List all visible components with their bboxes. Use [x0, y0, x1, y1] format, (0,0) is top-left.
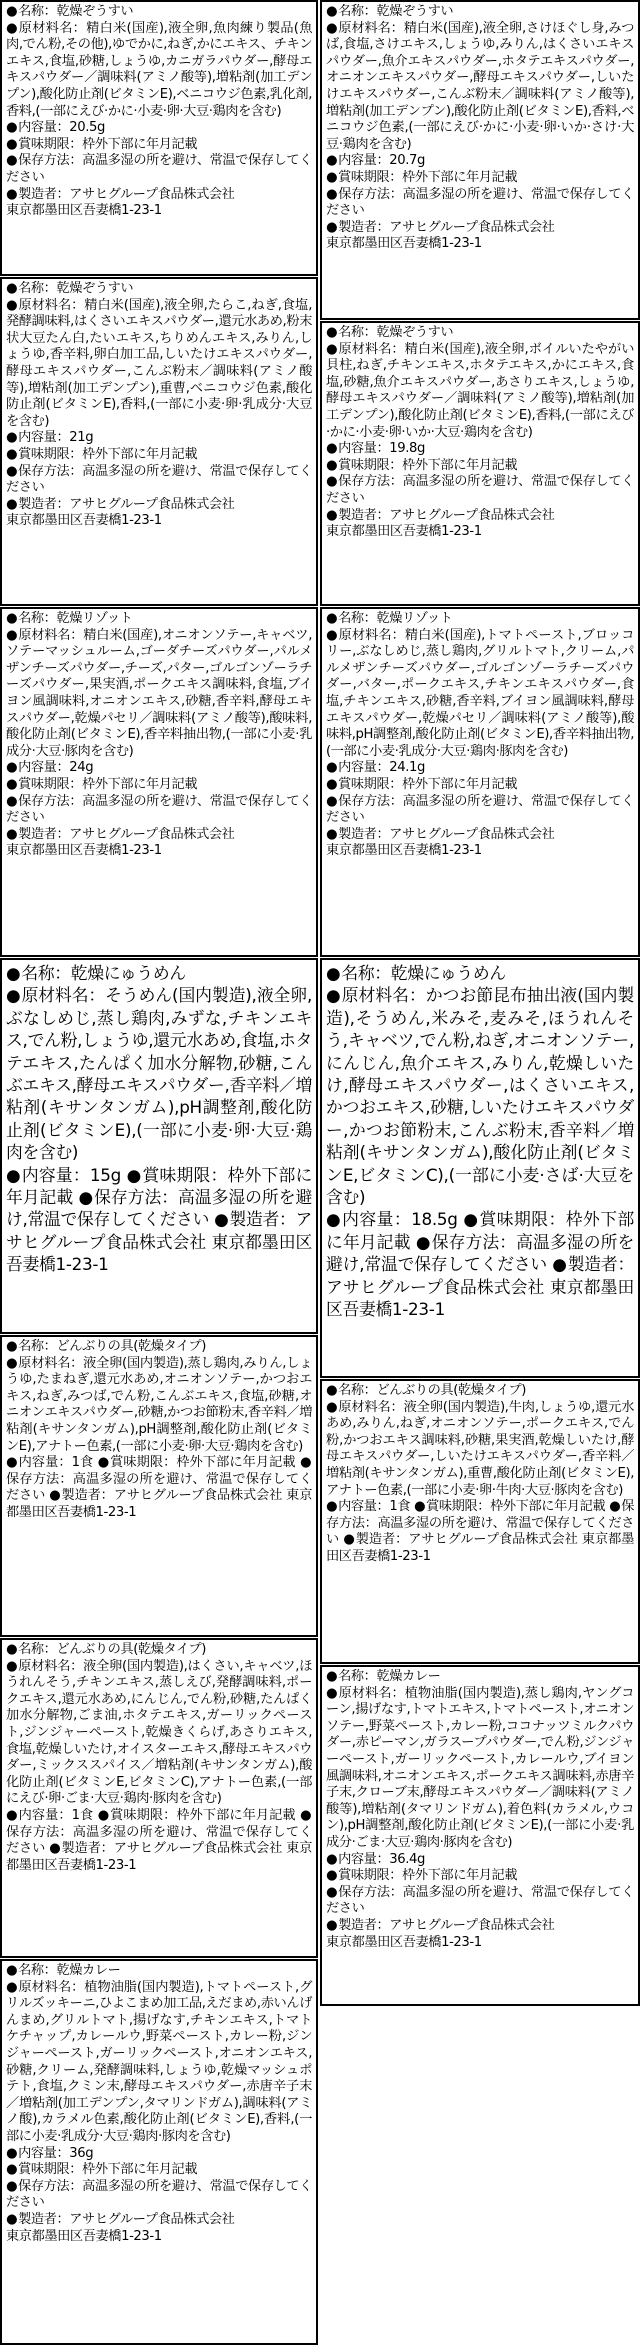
maker-address: 東京都墨田区吾妻橋1-23-1	[326, 236, 482, 252]
bullet-icon: ●	[326, 341, 338, 357]
labels-maker-label: 製造者：	[338, 507, 390, 523]
storage-text: 高温多湿の所を避け、常温で保存してください	[326, 793, 634, 826]
ingredients-text: 液全卵(国内製造),はくさい,キャベツ,ほうれんそう,チキンエキス,蒸しえび,発酵調味料,ポークエキス,還元水あめ,にんじん,でん粉,砂糖,たんぱく加水分解物,ごま油,ホタテエキス,ガーリックペースト,ジンジャーペースト,乾燥きくらげ,あさりエキス,食塩,乾燥しいたけ,オイスターエキス,酵母エキスパウダー,ミックススパイス／増粘剤(キサンタンガム),酸化防止剤(ビタミンE,ビタミンC),アナトー色素,(一部にえび·卵·ごま·大豆·鶏肉·豚肉を含む)	[6, 1658, 313, 1807]
label-panel-nyumen-2	[320, 958, 640, 1378]
storage-text: 高温多湿の所を避け、常温で保存してください	[326, 474, 634, 506]
contents-value: 20.5g	[69, 120, 105, 136]
labels-best-before-label: 賞味期限：	[426, 1499, 491, 1515]
storage-text: 高温多湿の所を避け、常温で保存してください	[6, 1471, 312, 1504]
labels-contents-label: 内容量：	[342, 1209, 412, 1230]
bullet-icon: ●	[326, 20, 338, 36]
product-name: 乾燥ぞうすい	[56, 4, 134, 19]
labels-maker-label: 製造者：	[567, 1254, 634, 1275]
contents-value: 15g	[89, 1164, 122, 1185]
best-before-text: 枠外下部に年月記載	[6, 1164, 312, 1208]
label-panel-risotto-1	[0, 607, 318, 957]
label-panel-curry-1	[320, 1665, 640, 2006]
labels-contents-label: 内容量：	[338, 153, 390, 169]
maker-address: 東京都墨田区吾妻橋1-23-1	[6, 203, 162, 219]
product-name: 乾燥カレー	[56, 1963, 121, 1978]
labels-storage-label: 保存方法：	[338, 186, 403, 202]
labels-maker-label: 製造者：	[61, 1841, 114, 1857]
bullet-icon: ●	[6, 2211, 18, 2227]
bullet-icon: ●	[6, 186, 18, 202]
bullet-icon: ●	[126, 1164, 142, 1185]
best-before-text: 枠外下部に年月記載	[402, 776, 518, 792]
maker-name: アサヒグループ食品株式会社	[69, 2211, 235, 2227]
labels-ingredients-label: 原材料名：	[338, 20, 404, 36]
bullet-icon: ●	[6, 463, 18, 479]
bullet-icon: ●	[49, 1488, 61, 1504]
bullet-icon: ●	[6, 2145, 18, 2161]
bullet-icon: ●	[6, 627, 18, 643]
best-before-text: 枠外下部に年月記載	[82, 446, 198, 462]
label-panel-curry-2	[0, 1959, 318, 2345]
bullet-icon: ●	[6, 120, 18, 136]
bullet-icon: ●	[326, 826, 338, 842]
product-name: 乾燥カレー	[376, 1669, 441, 1684]
labels-ingredients-label: 原材料名：	[338, 1399, 404, 1415]
bullet-icon: ●	[326, 1209, 342, 1230]
product-name: 乾燥にゅうめん	[70, 963, 186, 983]
maker-address: 東京都墨田区吾妻橋1-23-1	[326, 1276, 634, 1320]
labels-name-label: 名称：	[18, 281, 57, 296]
bullet-icon: ●	[326, 627, 338, 643]
labels-contents-label: 内容量：	[338, 1499, 390, 1515]
label-panel-donburi-3	[0, 1638, 318, 1958]
ingredients-text: 液全卵(国内製造),牛肉,しょうゆ,還元水あめ,みりん,ねぎ,オニオンソテー,ポークエキス,でん粉,かつおエキス調味料,砂糖,果実酒,乾燥しいたけ,酵母エキスパウダー,しいたけエキスパウダー,香辛料／増粘剤(キサンタンガム),重曹,酸化防止剤(ビタミンE),アナトー色素,(一部に小麦·卵·牛肉·大豆·豚肉を含む)	[326, 1399, 635, 1498]
maker-name: アサヒグループ食品株式会社	[389, 507, 555, 523]
bullet-icon: ●	[326, 4, 338, 19]
best-before-text: 枠外下部に年月記載	[326, 1209, 634, 1252]
bullet-icon: ●	[609, 1499, 621, 1515]
bullet-icon: ●	[97, 1807, 110, 1823]
bullet-icon: ●	[6, 776, 18, 792]
labels-maker-label: 製造者：	[18, 496, 70, 512]
ingredients-text: 精白米(国産),液全卵,魚肉練り製品(魚肉,でん粉,その他),ゆでかに,ねぎ,かにエキス、チキンエキス,食塩,砂糖,しょうゆ,カニガラパウダー,酵母エキスパウダー／調味料(アミノ酸等),増粘剤(加工デンプン),酸化防止剤(ビタミンE),ベニコウジ色素,乳化剤,香料,(一部にえび·かに·小麦·卵·大豆·鶏肉を含む)	[6, 20, 313, 119]
label-panel-donburi-2	[320, 1379, 640, 1664]
labels-best-before-label: 賞味期限：	[338, 457, 403, 473]
label-panel-donburi-1	[0, 1335, 318, 1637]
labels-ingredients-label: 原材料名：	[341, 985, 426, 1006]
maker-address: 東京都墨田区吾妻橋1-23-1	[326, 843, 482, 859]
contents-value: 24g	[69, 760, 94, 776]
labels-name-label: 名称：	[18, 1642, 57, 1657]
labels-name-label: 名称：	[18, 1339, 57, 1354]
maker-name: アサヒグループ食品株式会社	[113, 1488, 283, 1504]
labels-ingredients-label: 原材料名：	[18, 297, 85, 313]
ingredients-text: 精白米(国産),液全卵,ボイルいたやがい貝柱,ねぎ,チキンエキス,ホタテエキス,かにエキス,食塩,砂糖,魚介エキスパウダー,あさりエキス,しょうゆ,酵母エキスパウダー／調味料(アミノ酸等),増粘剤(加工デンプン),酸化防止剤(ビタミンE),香料,(一部にえび·かに·小麦·卵·いか·大豆·鶏肉を含む)	[326, 341, 634, 440]
ingredients-text: 精白米(国産),液全卵,さけほぐし身,みつば,食塩,さけエキス,しょうゆ,みりん,はくさいエキスパウダー,魚介エキスパウダー,ホタテエキスパウダー,オニオンエキスパウダー,酵母エキスパウダー,しいたけエキスパウダー,こんぶ粉末／調味料(アミノ酸等),増粘剤(加工デンプン),酸化防止剤(ビタミンE),香料,ベニコウジ色素,(一部にえび·かに·小麦·卵·いか·さけ·大豆·鶏肉を含む)	[326, 20, 635, 152]
labels-best-before-label: 賞味期限：	[338, 169, 403, 185]
bullet-icon: ●	[326, 219, 338, 235]
labels-contents-label: 内容量：	[18, 1455, 72, 1471]
contents-value: 24.1g	[389, 760, 425, 776]
labels-name-label: 名称：	[338, 325, 377, 340]
maker-address: 東京都墨田区吾妻橋1-23-1	[6, 1841, 312, 1873]
bullet-icon: ●	[326, 1685, 338, 1701]
product-name: 乾燥リゾット	[56, 611, 133, 626]
maker-name: アサヒグループ食品株式会社	[69, 186, 235, 202]
bullet-icon: ●	[326, 793, 338, 809]
storage-text: 高温多湿の所を避け、常温で保存してください	[6, 153, 313, 185]
labels-ingredients-label: 原材料名：	[18, 1658, 84, 1674]
labels-ingredients-label: 原材料名：	[21, 985, 106, 1006]
maker-address: 東京都墨田区吾妻橋1-23-1	[326, 1532, 635, 1564]
storage-text: 高温多湿の所を避け、常温で保存してください	[6, 793, 313, 826]
bullet-icon: ●	[6, 1807, 18, 1823]
labels-name-label: 名称：	[18, 4, 57, 19]
ingredients-text: 液全卵(国内製造),蒸し鶏肉,みりん,しょうゆ,たまねぎ,還元水あめ,オニオンソテー,かつおエキス,ねぎ,みつば,でん粉,こんぶエキス,食塩,砂糖,オニオンエキスパウダー,砂糖,かつお節粉末,香辛料／増粘剤(キサンタンガム),pH調整剤,酸化防止剤(ビタミンE),アナトー色素,(一部に小麦·卵·大豆·鶏肉を含む)	[6, 1355, 313, 1454]
bullet-icon: ●	[6, 496, 18, 512]
maker-address: 東京都墨田区吾妻橋1-23-1	[326, 1934, 482, 1950]
product-name: 乾燥リゾット	[376, 611, 453, 626]
bullet-icon: ●	[6, 1355, 18, 1371]
bullet-icon: ●	[326, 441, 338, 457]
product-name: どんぶりの具(乾燥タイプ)	[376, 1383, 526, 1398]
contents-value: 20.7g	[389, 153, 425, 169]
bullet-icon: ●	[6, 153, 18, 169]
best-before-text: 枠外下部に年月記載	[490, 1499, 606, 1515]
bullet-icon: ●	[6, 793, 18, 809]
maker-name: アサヒグループ食品株式会社	[69, 826, 235, 842]
contents-value: 36g	[69, 2145, 94, 2161]
labels-ingredients-label: 原材料名：	[338, 627, 405, 643]
maker-name: アサヒグループ食品株式会社	[389, 219, 555, 235]
labels-storage-label: 保存方法：	[338, 1884, 403, 1900]
labels-best-before-label: 賞味期限：	[479, 1209, 566, 1230]
labels-contents-label: 内容量：	[18, 760, 70, 776]
bullet-icon: ●	[326, 153, 338, 169]
labels-storage-label: 保存方法：	[326, 1499, 635, 1531]
bullet-icon: ●	[6, 1455, 18, 1471]
bullet-icon: ●	[97, 1455, 110, 1471]
labels-maker-label: 製造者：	[229, 1209, 296, 1230]
bullet-icon: ●	[6, 2162, 18, 2178]
labels-best-before-label: 賞味期限：	[142, 1164, 228, 1185]
ingredients-text: 精白米(国産),トマトペースト,ブロッコリー,ぶなしめじ,蒸し鶏肉,グリルトマト,クリーム,パルメザンチーズパウダー,ゴルゴンゾーラチーズパウダー,バター,ポークエキス,チキンエキスパウダー,食塩,チキンエキス,砂糖,香辛料,ブイヨン風調味料,酵母エキスパウダー,乾燥パセリ／調味料(アミノ酸等),酸味料,pH調整剤,酸化防止剤(ビタミンE),香辛料抽出物,(一部に小麦·乳成分·大豆·鶏肉·豚肉を含む)	[326, 627, 635, 759]
labels-best-before-label: 賞味期限：	[110, 1455, 177, 1471]
storage-text: 高温多湿の所を避け,常温で保存してください	[6, 1187, 312, 1230]
bullet-icon: ●	[6, 1979, 18, 1995]
bullet-icon: ●	[6, 446, 18, 462]
labels-maker-label: 製造者：	[338, 1917, 390, 1933]
bullet-icon: ●	[326, 169, 338, 185]
labels-contents-label: 内容量：	[21, 1164, 90, 1185]
labels-name-label: 名称：	[18, 1963, 57, 1978]
maker-address: 東京都墨田区吾妻橋1-23-1	[326, 524, 482, 540]
labels-storage-label: 保存方法：	[94, 1187, 179, 1208]
bullet-icon: ●	[6, 20, 18, 36]
bullet-icon: ●	[6, 136, 18, 152]
maker-address: 東京都墨田区吾妻橋1-23-1	[6, 1488, 312, 1520]
ingredients-text: 精白米(国産),液全卵,たらこ,ねぎ,食塩,発酵調味料,はくさいエキスパウダー,還元水あめ,粉末状大豆たん白,たいエキス,ちりめんエキス,みりん,しょうゆ,香辛料,卵白加工品,しいたけエキスパウダー,酵母エキスパウダー,こんぶ粉末／調味料(アミノ酸等),増粘剤(加工デンプン),重曹,ベニコウジ色素,酸化防止剤(ビタミンE),香料,(一部に小麦·卵·乳成分·大豆を含む)	[6, 297, 313, 429]
bullet-icon: ●	[299, 1807, 312, 1823]
bullet-icon: ●	[326, 1399, 338, 1415]
bullet-icon: ●	[6, 985, 21, 1006]
bullet-icon: ●	[552, 1254, 567, 1275]
bullet-icon: ●	[326, 776, 338, 792]
bullet-icon: ●	[6, 826, 18, 842]
product-name: 乾燥ぞうすい	[56, 281, 134, 296]
labels-maker-label: 製造者：	[18, 186, 70, 202]
maker-address: 東京都墨田区吾妻橋1-23-1	[6, 2228, 162, 2244]
bullet-icon: ●	[326, 1851, 338, 1867]
best-before-text: 枠外下部に年月記載	[402, 169, 518, 185]
labels-storage-label: 保存方法：	[6, 1824, 73, 1840]
bullet-icon: ●	[326, 963, 341, 983]
label-panel-zousui-4	[320, 321, 640, 606]
labels-ingredients-label: 原材料名：	[18, 20, 87, 36]
labels-name-label: 名称：	[338, 4, 377, 19]
best-before-text: 枠外下部に年月記載	[176, 1455, 296, 1471]
bullet-icon: ●	[6, 1339, 18, 1354]
bullet-icon: ●	[326, 611, 338, 626]
bullet-icon: ●	[214, 1209, 229, 1230]
bullet-icon: ●	[6, 2178, 18, 2194]
labels-maker-label: 製造者：	[338, 219, 390, 235]
bullet-icon: ●	[6, 1164, 21, 1185]
product-name: 乾燥ぞうすい	[376, 4, 454, 19]
labels-name-label: 名称：	[338, 1383, 377, 1398]
bullet-icon: ●	[343, 1532, 355, 1548]
contents-value: 1食	[71, 1455, 94, 1471]
labels-name-label: 名称：	[338, 1669, 377, 1684]
labels-name-label: 名称：	[21, 963, 71, 983]
bullet-icon: ●	[326, 325, 338, 340]
bullet-icon: ●	[6, 430, 18, 446]
storage-text: 高温多湿の所を避け、常温で保存してください	[6, 1824, 312, 1857]
labels-storage-label: 保存方法：	[338, 474, 403, 490]
bullet-icon: ●	[326, 474, 338, 490]
ingredients-text: 植物油脂(国内製造),トマトペースト,グリルズッキーニ,ひよこまめ加工品,えだまめ,赤いんげんまめ,グリルトマト,揚げなす,チキンエキス,トマトケチャップ,カレールウ,野菜ペースト,カレー粉,ジンジャーペースト,ガーリックペースト,オニオンエキス,砂糖,クリーム,発酵調味料,しょうゆ,乾燥マッシュポテト,食塩,クミン末,酵母エキスパウダー,赤唐辛子末／増粘剤(加工デンプン,タマリンドガム),調味料(アミノ酸),カラメル色素,酸化防止剤(ビタミンE),香料,(一部に小麦·乳成分·大豆·鶏肉·豚肉を含む)	[6, 1979, 313, 2144]
label-panel-zousui-1	[0, 0, 318, 276]
bullet-icon: ●	[6, 4, 18, 19]
bullet-icon: ●	[326, 985, 341, 1006]
maker-address: 東京都墨田区吾妻橋1-23-1	[6, 843, 162, 859]
labels-name-label: 名称：	[18, 611, 57, 626]
maker-name: アサヒグループ食品株式会社	[326, 1276, 545, 1297]
maker-name: アサヒグループ食品株式会社	[6, 1209, 313, 1252]
bullet-icon: ●	[326, 507, 338, 523]
contents-value: 1食	[389, 1499, 411, 1515]
bullet-icon: ●	[326, 186, 338, 202]
bullet-icon: ●	[6, 1658, 18, 1674]
best-before-text: 枠外下部に年月記載	[82, 776, 198, 792]
storage-text: 高温多湿の所を避け、常温で保存してください	[326, 1884, 634, 1917]
labels-storage-label: 保存方法：	[338, 793, 403, 809]
product-name: どんぶりの具(乾燥タイプ)	[56, 1642, 206, 1657]
labels-name-label: 名称：	[338, 611, 377, 626]
contents-value: 19.8g	[389, 441, 425, 457]
labels-storage-label: 保存方法：	[6, 1471, 73, 1487]
labels-storage-label: 保存方法：	[18, 793, 83, 809]
label-panel-risotto-2	[320, 607, 640, 957]
bullet-icon: ●	[413, 1499, 426, 1515]
labels-contents-label: 内容量：	[18, 120, 70, 136]
labels-maker-label: 製造者：	[18, 2211, 70, 2227]
bullet-icon: ●	[299, 1455, 312, 1471]
contents-value: 21g	[69, 430, 94, 446]
labels-ingredients-label: 原材料名：	[18, 627, 84, 643]
labels-ingredients-label: 原材料名：	[338, 341, 405, 357]
labels-best-before-label: 賞味期限：	[110, 1807, 177, 1823]
labels-best-before-label: 賞味期限：	[338, 776, 403, 792]
bullet-icon: ●	[78, 1187, 94, 1208]
labels-ingredients-label: 原材料名：	[338, 1685, 405, 1701]
maker-name: アサヒグループ食品株式会社	[113, 1841, 283, 1857]
maker-address: 東京都墨田区吾妻橋1-23-1	[6, 1231, 312, 1275]
bullet-icon: ●	[463, 1209, 479, 1230]
labels-best-before-label: 賞味期限：	[18, 446, 83, 462]
labels-maker-label: 製造者：	[355, 1532, 409, 1548]
label-panel-zousui-2	[320, 0, 640, 320]
contents-value: 18.5g	[411, 1209, 458, 1230]
labels-best-before-label: 賞味期限：	[18, 2162, 83, 2178]
labels-maker-label: 製造者：	[18, 826, 70, 842]
labels-contents-label: 内容量：	[338, 441, 390, 457]
labels-contents-label: 内容量：	[18, 2145, 70, 2161]
labels-maker-label: 製造者：	[338, 826, 390, 842]
bullet-icon: ●	[326, 1884, 338, 1900]
contents-value: 1食	[71, 1807, 94, 1823]
bullet-icon: ●	[6, 1642, 18, 1657]
storage-text: 高温多湿の所を避け、常温で保存してください	[326, 1515, 634, 1548]
bullet-icon: ●	[6, 611, 18, 626]
bullet-icon: ●	[6, 1963, 18, 1978]
bullet-icon: ●	[49, 1841, 61, 1857]
labels-contents-label: 内容量：	[338, 760, 390, 776]
product-name: どんぶりの具(乾燥タイプ)	[56, 1339, 206, 1354]
ingredients-text: かつお節昆布抽出液(国内製造),そうめん,米みそ,麦みそ,ほうれんそう,キャベツ,でん粉,ねぎ,オニオンソテー,にんじん,魚介エキス,みりん,乾燥しいたけ,酵母エキスパウダー,はくさいエキス,かつおエキス,砂糖,しいたけエキスパウダー,かつお節粉末,こんぶ粉末,香辛料／増粘剤(キサンタンガム),酸化防止剤(ビタミンE,ビタミンC),(一部に小麦·さば·大豆を含む)	[326, 985, 634, 1208]
bullet-icon: ●	[326, 1669, 338, 1684]
storage-text: 高温多湿の所を避け,常温で保存してください	[326, 1231, 634, 1275]
bullet-icon: ●	[326, 1499, 338, 1515]
storage-text: 高温多湿の所を避け、常温で保存してください	[326, 186, 634, 219]
bullet-icon: ●	[326, 1868, 338, 1884]
product-name: 乾燥ぞうすい	[376, 325, 454, 340]
labels-storage-label: 保存方法：	[431, 1231, 517, 1252]
label-panel-zousui-3	[0, 277, 318, 606]
maker-name: アサヒグループ食品株式会社	[389, 826, 555, 842]
best-before-text: 枠外下部に年月記載	[82, 136, 198, 152]
labels-storage-label: 保存方法：	[18, 2178, 83, 2194]
bullet-icon: ●	[6, 760, 18, 776]
bullet-icon: ●	[326, 457, 338, 473]
ingredients-text: 植物油脂(国内製造),蒸し鶏肉,ヤングコーン,揚げなす,トマトエキス,トマトペースト,オニオンソテー,野菜ペースト,カレー粉,ココナッツミルクパウダー,赤ピーマン,ガラスープパウダー,でん粉,ジンジャーペースト,ガーリックペースト,カレールウ,ブイヨン風調味料,オニオンエキス,ポークエキス調味料,赤唐辛子末,クローブ末,酵母エキスパウダー／調味料(アミノ酸等),増粘剤(タマリンドガム),着色料(カラメル,ウコン),pH調整剤,酸化防止剤(ビタミンE),(一部に小麦·乳成分·ごま·大豆·鶏肉·豚肉を含む)	[326, 1685, 635, 1850]
storage-text: 高温多湿の所を避け、常温で保存してください	[6, 2178, 313, 2211]
labels-contents-label: 内容量：	[18, 1807, 72, 1823]
ingredients-text: 精白米(国産),オニオンソテー,キャベツ,ソテーマッシュルーム,ゴーダチーズパウダー,パルメザンチーズパウダー,チーズ,パター,ゴルゴンゾーラチーズパウダー,果実酒,ポークエキス調味料,食塩,ブイヨン風調味料,オニオンエキス,砂糖,香辛料,酵母エキスパウダー,乾燥パセリ／調味料(アミノ酸等),酸味料,酸化防止剤(ビタミンE),香辛料抽出物,(一部に小麦·乳成分·大豆·豚肉を含む)	[6, 627, 313, 759]
maker-name: アサヒグループ食品株式会社	[69, 496, 235, 512]
maker-name: アサヒグループ食品株式会社	[389, 1917, 555, 1933]
labels-storage-label: 保存方法：	[18, 463, 83, 479]
label-panel-nyumen-1	[0, 958, 318, 1334]
bullet-icon: ●	[6, 297, 18, 313]
labels-ingredients-label: 原材料名：	[18, 1355, 84, 1371]
contents-value: 36.4g	[389, 1851, 425, 1867]
bullet-icon: ●	[6, 963, 21, 983]
labels-storage-label: 保存方法：	[18, 153, 83, 169]
best-before-text: 枠外下部に年月記載	[82, 2162, 198, 2178]
bullet-icon: ●	[415, 1231, 431, 1252]
labels-best-before-label: 賞味期限：	[18, 776, 83, 792]
bullet-icon: ●	[326, 1917, 338, 1933]
labels-name-label: 名称：	[341, 963, 391, 983]
labels-best-before-label: 賞味期限：	[18, 136, 83, 152]
best-before-text: 枠外下部に年月記載	[402, 1868, 518, 1884]
ingredients-text: そうめん(国内製造),液全卵,ぶなしめじ,蒸し鶏肉,みずな,チキンエキス,でん粉,しょうゆ,還元水あめ,食塩,ホタテエキス,たんぱく加水分解物,砂糖,こんぶエキス,酵母エキスパウダー,香辛料／増粘剤(キサンタンガム),pH調整剤,酸化防止剤(ビタミンE),(一部に小麦·卵·大豆·鶏肉を含む)	[6, 985, 312, 1163]
maker-address: 東京都墨田区吾妻橋1-23-1	[6, 513, 162, 529]
bullet-icon: ●	[6, 281, 18, 296]
maker-name: アサヒグループ食品株式会社	[408, 1532, 578, 1548]
labels-best-before-label: 賞味期限：	[338, 1868, 403, 1884]
storage-text: 高温多湿の所を避け、常温で保存してください	[6, 463, 313, 496]
bullet-icon: ●	[326, 1383, 338, 1398]
labels-contents-label: 内容量：	[338, 1851, 390, 1867]
labels-ingredients-label: 原材料名：	[18, 1979, 85, 1995]
labels-contents-label: 内容量：	[18, 430, 70, 446]
best-before-text: 枠外下部に年月記載	[176, 1807, 296, 1823]
product-name: 乾燥にゅうめん	[390, 963, 506, 983]
labels-maker-label: 製造者：	[61, 1488, 114, 1504]
bullet-icon: ●	[326, 760, 338, 776]
best-before-text: 枠外下部に年月記載	[402, 457, 518, 473]
